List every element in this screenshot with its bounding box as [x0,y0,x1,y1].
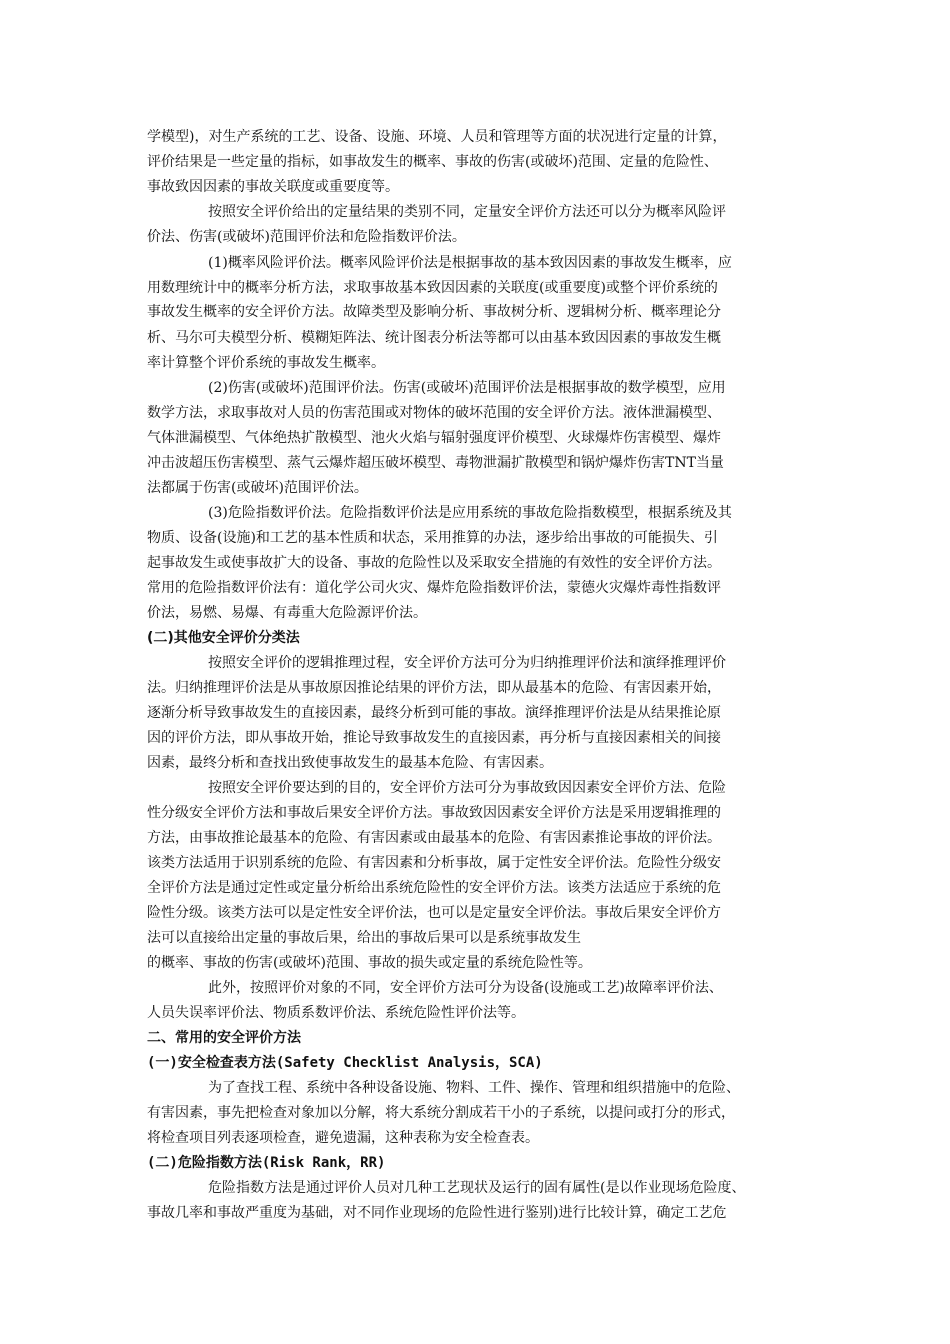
subsection-heading: (一)安全检查表方法(Safety Checklist Analysis，SCA) [147,1055,543,1071]
text-line: 将检查项目列表逐项检查，避免遗漏，这种表称为安全检查表。 [147,1130,539,1146]
text-line: 性分级安全评价方法和事故后果安全评价方法。事故致因因素安全评价方法是采用逻辑推理的 [147,805,721,821]
text-line: 评价结果是一些定量的指标，如事故发生的概率、事故的伤害(或破坏)范围、定量的危险性、 [147,154,718,170]
text-line: 用数理统计中的概率分析方法，求取事故基本致因因素的关联度(或重要度)或整个评价系统的 [147,280,718,296]
text-line: 法都属于伤害(或破坏)范围评价法。 [147,480,368,496]
text-line: 危险指数方法是通过评价人员对几种工艺现状及运行的固有属性(是以作业现场危险度、 [208,1180,746,1196]
text-line: 有害因素，事先把检查对象加以分解，将大系统分割成若干小的子系统，以提问或打分的形式， [147,1105,735,1121]
text-line: 事故发生概率的安全评价方法。故障类型及影响分析、事故树分析、逻辑树分析、概率理论分 [147,304,721,320]
text-line: 逐渐分析导致事故发生的直接因素，最终分析到可能的事故。演绎推理评价法是从结果推论原 [147,705,721,721]
text-line: 险性分级。该类方法可以是定性安全评价法，也可以是定量安全评价法。事故后果安全评价方 [147,905,721,921]
text-line: 法。归纳推理评价法是从事故原因推论结果的评价方法，即从最基本的危险、有害因素开始， [147,680,721,696]
text-line: 按照安全评价给出的定量结果的类别不同，定量安全评价方法还可以分为概率风险评 [208,204,726,220]
text-line: 价法，易燃、易爆、有毒重大危险源评价法。 [147,605,427,621]
text-line: 法可以直接给出定量的事故后果，给出的事故后果可以是系统事故发生 [147,930,581,946]
text-line: 按照安全评价的逻辑推理过程，安全评价方法可分为归纳推理评价法和演绎推理评价 [208,655,726,671]
text-line: 事故几率和事故严重度为基础，对不同作业现场的危险性进行鉴别)进行比较计算，确定工艺危 [147,1205,727,1221]
text-line: (2)伤害(或破坏)范围评价法。伤害(或破坏)范围评价法是根据事故的数学模型，应用 [208,380,726,396]
text-line: 价法、伤害(或破坏)范围评价法和危险指数评价法。 [147,229,466,245]
text-line: 析、马尔可夫模型分析、模糊矩阵法、统计图表分析法等都可以由基本致因因素的事故发生概 [147,330,721,346]
subsection-heading: (二)危险指数方法(Risk Rank，RR) [147,1155,386,1171]
text-line: 冲击波超压伤害模型、蒸气云爆炸超压破坏模型、毒物泄漏扩散模型和锅炉爆炸伤害TNT当量 [147,455,724,471]
text-line: 方法，由事故推论最基本的危险、有害因素或由最基本的危险、有害因素推论事故的评价法。 [147,830,721,846]
text-line: 常用的危险指数评价法有：道化学公司火灾、爆炸危险指数评价法，蒙德火灾爆炸毒性指数评 [147,580,721,596]
text-line: 气体泄漏模型、气体绝热扩散模型、池火火焰与辐射强度评价模型、火球爆炸伤害模型、爆炸 [147,430,721,446]
text-line: 物质、设备(设施)和工艺的基本性质和状态，采用推算的办法，逐步给出事故的可能损失、引 [147,530,718,546]
text-line: 全评价方法是通过定性或定量分析给出系统危险性的安全评价方法。该类方法适应于系统的危 [147,880,721,896]
text-line: 此外，按照评价对象的不同，安全评价方法可分为设备(设施或工艺)故障率评价法、 [208,980,723,996]
section-heading: 二、常用的安全评价方法 [147,1030,301,1046]
text-line: 事故致因因素的事故关联度或重要度等。 [147,179,399,195]
text-line: 的概率、事故的伤害(或破坏)范围、事故的损失或定量的系统危险性等。 [147,955,592,971]
text-line: 该类方法适用于识别系统的危险、有害因素和分析事故，属于定性安全评价法。危险性分级安 [147,855,721,871]
text-line: 学模型)，对生产系统的工艺、设备、设施、环境、人员和管理等方面的状况进行定量的计算， [147,129,727,145]
text-line: (1)概率风险评价法。概率风险评价法是根据事故的基本致因因素的事故发生概率，应 [208,255,732,271]
text-line: 为了查找工程、系统中各种设备设施、物料、工件、操作、管理和组织措施中的危险、 [208,1080,740,1096]
text-line: 率计算整个评价系统的事故发生概率。 [147,355,385,371]
text-line: 因素，最终分析和查找出致使事故发生的最基本危险、有害因素。 [147,755,553,771]
text-line: 起事故发生或使事故扩大的设备、事故的危险性以及采取安全措施的有效性的安全评价方法。 [147,555,721,571]
text-line: (3)危险指数评价法。危险指数评价法是应用系统的事故危险指数模型，根据系统及其 [208,505,732,521]
text-line: 数学方法，求取事故对人员的伤害范围或对物体的破坏范围的安全评价方法。液体泄漏模型、 [147,405,721,421]
section-heading: (二)其他安全评价分类法 [147,630,300,646]
text-line: 按照安全评价要达到的目的，安全评价方法可分为事故致因因素安全评价方法、危险 [208,780,726,796]
text-line: 因的评价方法，即从事故开始，推论导致事故发生的直接因素，再分析与直接因素相关的间接 [147,730,721,746]
text-line: 人员失误率评价法、物质系数评价法、系统危险性评价法等。 [147,1005,525,1021]
